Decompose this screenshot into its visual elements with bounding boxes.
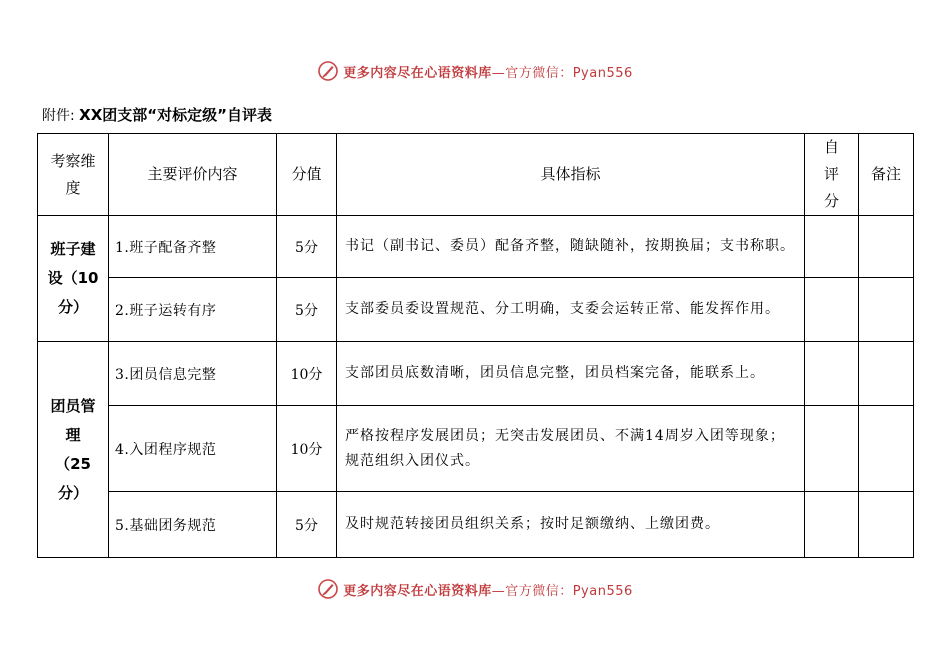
title-text: XX团支部“对标定级”自评表 [79,106,273,124]
self-score-cell[interactable] [805,278,859,342]
indicator-cell: 及时规范转接团员组织关系；按时足额缴纳、上缴团费。 [337,492,805,558]
header-self-score: 自评分 [805,134,859,216]
remark-cell[interactable] [859,216,914,278]
dimension-cell: 班子建设（10分） [38,216,109,342]
score-cell: 5分 [277,278,337,342]
remark-cell[interactable] [859,278,914,342]
score-cell: 5分 [277,216,337,278]
watermark-main-text: 更多内容尽在心语资料库 [343,583,492,599]
watermark-main-text: 更多内容尽在心语资料库 [343,65,492,81]
title-prefix: 附件: [42,108,80,124]
content-cell: 3.团员信息完整 [109,342,277,406]
score-cell: 10分 [277,406,337,492]
content-cell: 1.班子配备齐整 [109,216,277,278]
indicator-cell: 严格按程序发展团员；无突击发展团员、不满14周岁入团等现象； 规范组织入团仪式。 [337,406,805,492]
table-row [38,492,914,558]
indicator-cell: 支部委员委设置规范、分工明确，支委会运转正常、能发挥作用。 [337,278,805,342]
document-title [42,104,272,125]
evaluation-table [37,133,914,558]
score-cell: 5分 [277,492,337,558]
watermark-sub-text: —官方微信：Pyan556 [491,65,633,81]
indicator-cell: 书记（副书记、委员）配备齐整，随缺随补，按期换届；支书称职。 [337,216,805,278]
self-score-cell[interactable] [805,342,859,406]
content-cell: 4.入团程序规范 [109,406,277,492]
table-row [38,278,914,342]
table-row [38,342,914,406]
header-remark: 备注 [859,134,914,216]
self-score-cell[interactable] [805,406,859,492]
header-content: 主要评价内容 [109,134,277,216]
self-score-cell[interactable] [805,492,859,558]
header-indicator: 具体指标 [337,134,805,216]
dimension-cell: 团员管理（25分） [38,342,109,558]
header-score: 分值 [277,134,337,216]
remark-cell[interactable] [859,406,914,492]
watermark-sub-text: —官方微信：Pyan556 [491,583,633,599]
pen-logo-icon [317,60,339,82]
header-dimension: 考察维度 [38,134,109,216]
table-header-row [38,134,914,216]
score-cell: 10分 [277,342,337,406]
watermark-top [0,60,950,82]
pen-logo-icon [317,578,339,600]
indicator-cell: 支部团员底数清晰，团员信息完整，团员档案完备，能联系上。 [337,342,805,406]
remark-cell[interactable] [859,492,914,558]
table-row [38,216,914,278]
content-cell: 2.班子运转有序 [109,278,277,342]
remark-cell[interactable] [859,342,914,406]
self-score-cell[interactable] [805,216,859,278]
watermark-bottom [0,578,950,600]
table-row [38,406,914,492]
content-cell: 5.基础团务规范 [109,492,277,558]
